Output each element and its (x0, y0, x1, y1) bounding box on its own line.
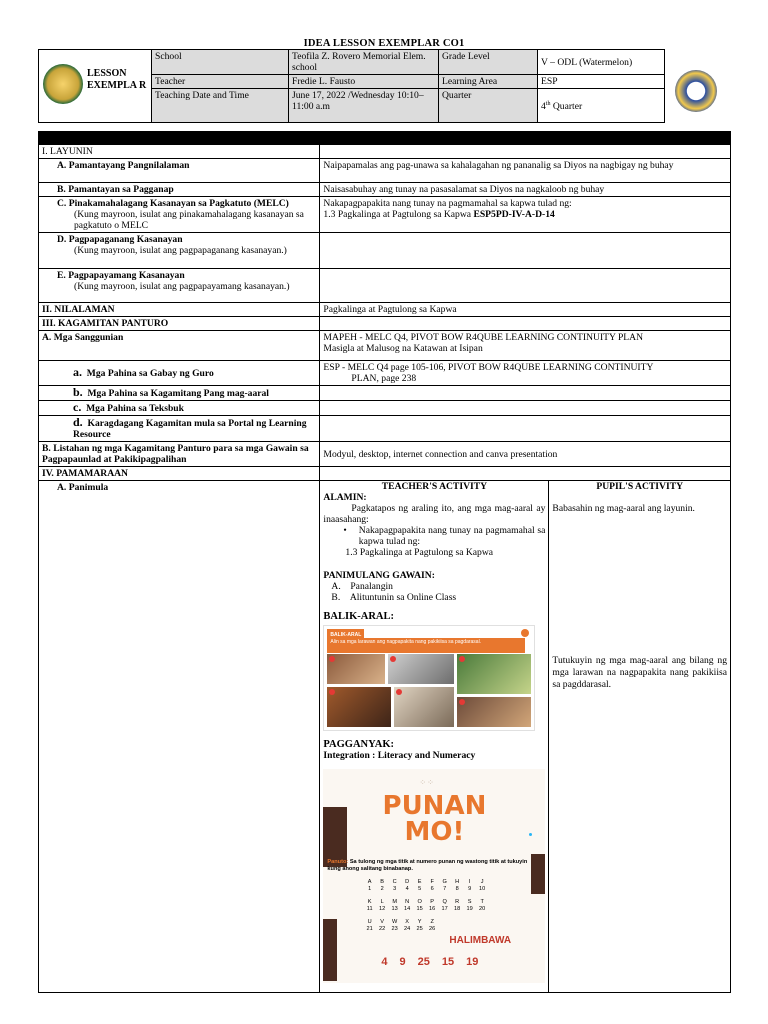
cipher-number: 2 (380, 886, 384, 892)
cipher-number: 26 (429, 926, 436, 932)
cipher-cell (438, 879, 451, 893)
halimbawa-label: HALIMBAWA (449, 935, 512, 946)
photo-2 (388, 654, 454, 684)
portal-label: d. Karagdagang Kagamitan mula sa Portal ng Learning Resource (39, 416, 320, 442)
cipher-cell (376, 919, 389, 933)
cipher-number: 11 (366, 906, 373, 912)
pagganap-value: Naisasabuhay ang tunay na pasasalamat sa Diyos na nagkaloob ng buhay (320, 183, 731, 197)
cipher-cell (401, 899, 414, 913)
area-label: Learning Area (439, 75, 538, 89)
cipher-cell (413, 919, 426, 933)
example-number: 4 (381, 956, 388, 968)
cipher-letter: Q (442, 899, 447, 905)
example-number: 15 (441, 956, 455, 968)
cipher-number: 21 (366, 926, 373, 932)
grade-value: V – ODL (Watermelon) (538, 50, 665, 75)
deped-seal-icon (675, 70, 717, 112)
cipher-letter: A (367, 879, 372, 885)
cipher-row (363, 919, 488, 933)
pagpapaganang-label: D. Pagpapaganang Kasanayan (Kung mayroon, isulat ang pagpapaganang kasanayan.) (39, 233, 320, 269)
punan-title: PUNAN (382, 791, 487, 821)
example-number: 9 (399, 956, 406, 968)
cipher-cell (426, 899, 439, 913)
cipher-number: 24 (404, 926, 411, 932)
cipher-letter: K (367, 899, 372, 905)
area-value: ESP (538, 75, 665, 89)
header-table (38, 49, 730, 123)
bullet-icon: • (343, 525, 347, 536)
listahan-value: Modyul, desktop, internet connection and canva presentation (320, 442, 731, 467)
cipher-number: 10 (479, 886, 486, 892)
pagpapayamang-label: E. Pagpapayamang Kasanayan (Kung mayroon, isulat ang pagpapayamang kasanayan.) (39, 269, 320, 303)
alamin-text: Pagkatapos ng araling ito, ang mga mag-aaral ay inaasahang: (323, 503, 546, 525)
example-numbers (381, 957, 478, 968)
cipher-row (363, 879, 488, 893)
teacher-label: Teacher (152, 75, 289, 89)
pagganyak-heading: PAGGANYAK: (323, 739, 395, 750)
cipher-letter: H (455, 879, 460, 885)
pupil-text-2: Tutukuyin ng mga mag-aaral ang bilang ng mga larawan na nagpapakita nang pakikiisa sa pagddarasal. (552, 655, 727, 690)
cipher-number: 16 (429, 906, 436, 912)
cipher-number: 6 (430, 886, 434, 892)
cipher-cell (401, 879, 414, 893)
melc-label: C. Pinakamahalagang Kasanayan sa Pagkatuto (MELC) (Kung mayroon, isulat ang pinakamahalagang kasanayan sa pagkatuto o MELC (39, 197, 320, 233)
pupil-text-1: Babasahin ng mag-aaral ang layunin. (552, 503, 695, 514)
photo-4 (327, 687, 391, 727)
balik-aral-image (323, 625, 535, 731)
cipher-cell (438, 899, 451, 913)
cipher-cell (413, 879, 426, 893)
cipher-table (363, 879, 488, 939)
cipher-cell (476, 879, 489, 893)
panimulang-heading: PANIMULANG GAWAIN: (323, 570, 435, 581)
example-number: 25 (417, 956, 430, 968)
cipher-number: 15 (416, 906, 423, 912)
gawain-item: A. Panalangin (331, 581, 393, 592)
cipher-letter: O (417, 899, 422, 905)
example-number: 19 (466, 956, 479, 968)
cipher-cell (376, 899, 389, 913)
cipher-letter: P (430, 899, 435, 905)
cipher-letter: Z (430, 919, 434, 925)
cipher-number: 22 (379, 926, 386, 932)
cipher-number: 7 (443, 886, 447, 892)
alamin-heading: ALAMIN: (323, 492, 367, 503)
cipher-row (363, 899, 488, 913)
cipher-cell (388, 879, 401, 893)
cipher-number: 12 (379, 906, 386, 912)
sanggunian-label: A. Mga Sanggunian (39, 331, 320, 361)
cipher-cell (413, 899, 426, 913)
deco-bar-left-2 (323, 919, 337, 981)
cipher-letter: N (405, 899, 410, 905)
panuto-text: Panuto: Sa tulong ng mga titik at numero punan ng wastong titik at tukuyin kung anong salitang binabanap. (327, 859, 528, 872)
cipher-letter: T (480, 899, 484, 905)
photo-3 (457, 654, 531, 694)
nilalaman-value: Pagkalinga at Pagtulong sa Kapwa (320, 303, 731, 317)
listahan-label: B. Listahan ng mga Kagamitang Panturo para sa mga Gawain sa Pagpapaunlad at Pakikipagpalihan (39, 442, 320, 467)
nilalaman-label: II. NILALAMAN (39, 303, 320, 317)
cipher-number: 18 (454, 906, 461, 912)
black-header-row (39, 132, 731, 145)
teacher-activity-cell (320, 481, 549, 993)
photo-6 (457, 697, 531, 727)
cipher-cell (476, 899, 489, 913)
cipher-letter: J (480, 879, 484, 885)
mo-title: MO! (404, 817, 465, 847)
balik-aral-heading: BALIK-ARAL: (323, 611, 395, 622)
cipher-number: 17 (441, 906, 448, 912)
cipher-cell (363, 879, 376, 893)
gawain-list (323, 581, 545, 603)
cipher-cell (426, 879, 439, 893)
cipher-number: 8 (455, 886, 459, 892)
cipher-number: 9 (468, 886, 472, 892)
cipher-number: 1 (368, 886, 372, 892)
lesson-label: LESSON EXEMPLA R (87, 68, 147, 91)
cipher-letter: G (442, 879, 447, 885)
cipher-cell (388, 919, 401, 933)
cipher-letter: Y (417, 919, 422, 925)
cipher-number: 4 (405, 886, 409, 892)
integration-label: Integration : Literacy and Numeracy (323, 750, 476, 761)
layunin-label: I. LAYUNIN (39, 145, 320, 159)
sanggunian-value: MAPEH - MELC Q4, PIVOT BOW R4QUBE LEARNING CONTINUITY PLAN Masigla at Malusog na Katawan at Isipan (320, 331, 731, 361)
gabay-value: ESP - MELC Q4 page 105-106, PIVOT BOW R4QUBE LEARNING CONTINUITY PLAN, page 238 (320, 361, 731, 386)
pamantayang-label: A. Pamantayang Pangnilalaman (39, 159, 320, 183)
cipher-cell (401, 919, 414, 933)
cipher-number: 19 (466, 906, 473, 912)
lesson-cell (39, 50, 152, 123)
balik-aral-banner: Alin sa mga larawan ang nagpapakita nang pakikiisa sa pagdarasal. (327, 638, 525, 653)
cipher-number: 25 (416, 926, 423, 932)
teacher-value: Fredie L. Fausto (289, 75, 439, 89)
cipher-letter: F (430, 879, 434, 885)
cipher-cell (463, 879, 476, 893)
date-value: June 17, 2022 /Wednesday 10:10– 11:00 a.m (289, 89, 439, 123)
teacher-activity-heading: TEACHER'S ACTIVITY (381, 481, 488, 492)
pamamaraan-label: IV. PAMAMARAAN (39, 467, 320, 481)
cipher-letter: C (392, 879, 397, 885)
cipher-cell (388, 899, 401, 913)
cipher-letter: R (455, 899, 460, 905)
panimula-label: A. Panimula (39, 481, 320, 993)
deped-logo-cell (665, 50, 731, 123)
lesson-table (38, 131, 731, 993)
school-label: School (152, 50, 289, 75)
cipher-letter: M (392, 899, 397, 905)
cipher-letter: X (405, 919, 410, 925)
cipher-cell (376, 879, 389, 893)
kagamitang-label: b. Mga Pahina sa Kagamitang Pang mag-aaral (39, 386, 320, 401)
deco-bar-right (531, 854, 545, 894)
cipher-cell (426, 919, 439, 933)
punan-mo-image (323, 769, 545, 983)
quarter-value: 4th Quarter (538, 89, 665, 123)
cipher-letter: S (467, 899, 472, 905)
cipher-letter: U (367, 919, 372, 925)
cipher-number: 13 (391, 906, 398, 912)
kagamitan-label: III. KAGAMITAN PANTURO (39, 317, 320, 331)
gabay-label: a. Mga Pahina sa Gabay ng Guro (39, 361, 320, 386)
melc-value: Nakapagpapakita nang tunay na pagmamahal sa kapwa tulad ng: 1.3 Pagkalinga at Pagtulong sa Kapwa ESP5PD-IV-A-D-14 (320, 197, 731, 233)
photo-1 (327, 654, 385, 684)
cipher-number: 5 (418, 886, 422, 892)
cipher-cell (363, 919, 376, 933)
cipher-letter: B (380, 879, 385, 885)
cipher-cell (463, 899, 476, 913)
cipher-number: 3 (393, 886, 397, 892)
cipher-cell (363, 899, 376, 913)
alamin-subtext: 1.3 Pagkalinga at Pagtulong sa Kapwa (345, 547, 494, 558)
pupil-activity-cell (549, 481, 731, 993)
cipher-number: 20 (479, 906, 486, 912)
balik-aral-tag: BALIK-ARAL (327, 629, 364, 642)
gawain-item: B. Alituntunin sa Online Class (331, 592, 457, 603)
dots-deco-icon: ⁘⁘ (419, 778, 435, 787)
pamantayang-value: Naipapamalas ang pag-unawa sa kahalagahan ng pananalig sa Diyos na nagbigay ng buhay (320, 159, 731, 183)
grade-label: Grade Level (439, 50, 538, 75)
pagganap-label: B. Pamantayan sa Pagganap (39, 183, 320, 197)
cipher-letter: I (468, 879, 471, 885)
cipher-number: 14 (404, 906, 411, 912)
school-value: Teofila Z. Rovero Memorial Elem. school (289, 50, 439, 75)
cipher-cell (451, 899, 464, 913)
cipher-letter: L (380, 899, 384, 905)
cipher-letter: D (405, 879, 410, 885)
cipher-letter: V (380, 919, 385, 925)
document-title: IDEA LESSON EXEMPLAR CO1 (303, 38, 465, 49)
teksbuk-label: c. Mga Pahina sa Teksbuk (39, 401, 320, 416)
school-logo-icon (43, 64, 83, 104)
pupil-activity-heading: PUPIL'S ACTIVITY (596, 481, 684, 492)
quarter-label: Quarter (439, 89, 538, 123)
date-label: Teaching Date and Time (152, 89, 289, 123)
heart-icon (521, 629, 529, 637)
cipher-letter: W (392, 919, 398, 925)
cipher-cell (451, 879, 464, 893)
cipher-letter: E (417, 879, 422, 885)
alamin-bullet: • Nakapagpapakita nang tunay na pagmamahal sa kapwa tulad ng: (343, 525, 546, 547)
cipher-number: 23 (391, 926, 398, 932)
photo-5 (394, 687, 454, 727)
